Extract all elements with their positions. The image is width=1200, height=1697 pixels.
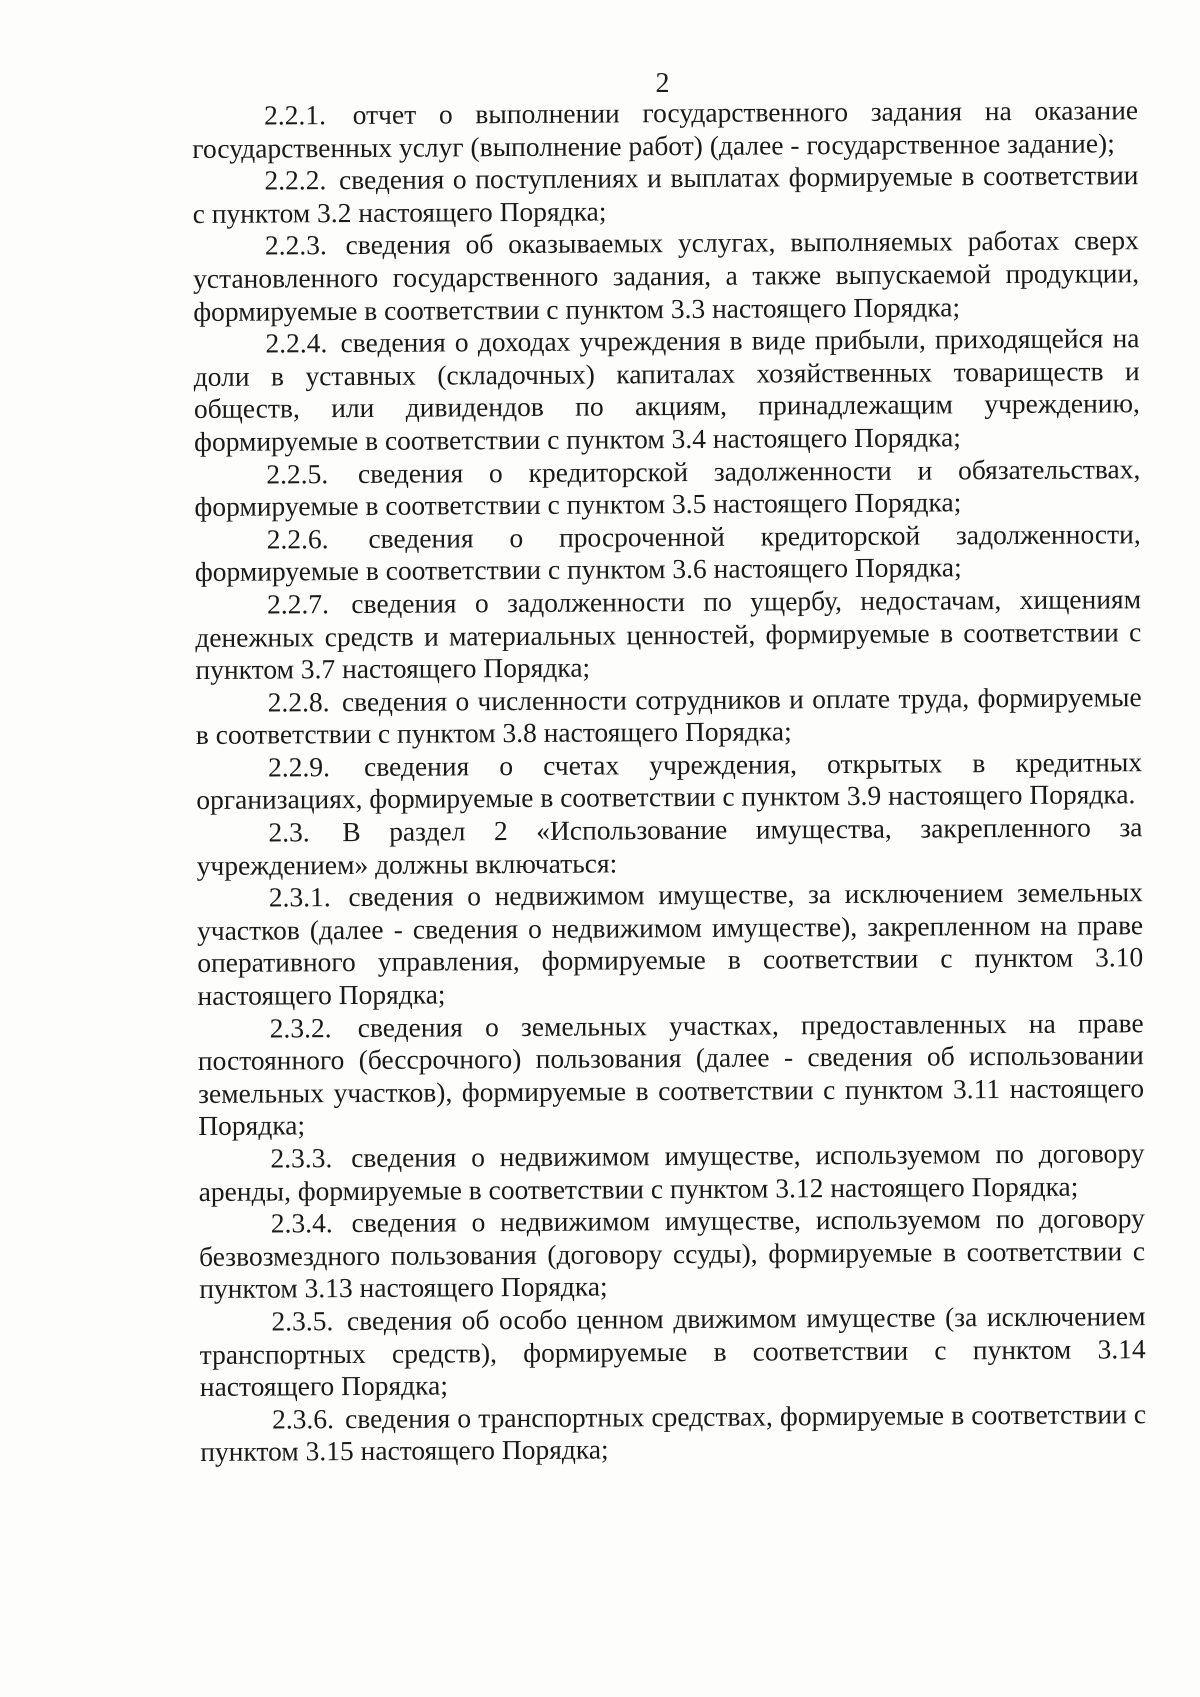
paragraph-2-3-6	[200, 1398, 1146, 1469]
paragraph-number: 2.3.5.	[271, 1305, 334, 1337]
paragraph-2-3-1	[197, 876, 1144, 1012]
paragraph-2-2-4	[193, 322, 1140, 458]
paragraph-number: 2.2.5.	[266, 457, 329, 490]
paragraph-text: сведения о недвижимом имуществе, используемом по договору безвозмездного пользования (договору ссуды), формируемые в соответствии с пунктом 3.13 настоящего Порядка;	[198, 1202, 1146, 1305]
paragraph-2-2-6	[195, 518, 1141, 589]
paragraph-text: сведения о численности сотрудников и оплате труда, формируемые в соответствии с пунктом 3.8 настоящего Порядка;	[195, 680, 1142, 751]
paragraph-text: сведения о просроченной кредиторской задолженности, формируемые в соответствии с пунктом 3.6 настоящего Порядка;	[194, 517, 1141, 588]
paragraph-2-2-1	[192, 94, 1138, 165]
paragraph-text: сведения о кредиторской задолженности и обязательствах, формируемые в соответствии с пунктом 3.5 настоящего Порядка;	[194, 452, 1141, 523]
paragraph-text: сведения о земельных участках, предоставленных на праве постоянного (бессрочного) пользования (далее - сведения об использовании земельных участков), формируемые в соответствии с пунктом 3.11 настоящего Порядка;	[197, 1006, 1145, 1142]
paragraph-2-2-5	[194, 453, 1140, 524]
paragraph-text: сведения о поступлениях и выплатах формируемые в соответствии с пунктом 3.2 настоящего Порядка;	[192, 159, 1139, 229]
paragraph-2-3-2	[198, 1007, 1145, 1143]
paragraph-text: сведения о доходах учреждения в виде прибыли, приходящейся на доли в уставных (складочных) капиталах хозяйственных товариществ и обществ, или дивидендов по акциям, принадлежащим учреждению, формируемые в соответствии с пунктом 3.4 настоящего Порядка;	[193, 322, 1140, 457]
paragraph-2-3-4	[199, 1202, 1146, 1306]
paragraph-number: 2.3.1.	[268, 881, 331, 913]
paragraph-2-3-3	[198, 1137, 1144, 1208]
paragraph-2-2-8	[196, 681, 1142, 752]
page-number: 2	[655, 68, 670, 99]
paragraph-text: В раздел 2 «Использование имущества, закрепленного за учреждением» должны включаться:	[196, 811, 1143, 881]
paragraph-2-2-2	[192, 159, 1138, 230]
paragraph-number: 2.2.7.	[266, 588, 330, 620]
document-body	[192, 94, 1146, 1469]
paragraph-number: 2.3.3.	[270, 1142, 333, 1174]
paragraph-2-3-5	[199, 1300, 1146, 1404]
paragraph-text: сведения о недвижимом имуществе, используемом по договору аренды, формируемые в соответствии с пунктом 3.12 настоящего Порядка;	[198, 1137, 1145, 1207]
paragraph-number: 2.3.	[268, 816, 310, 848]
paragraph-2-2-3	[193, 225, 1140, 329]
paragraph-text: сведения о счетах учреждения, открытых в кредитных организациях, формируемые в соответствии с пунктом 3.9 настоящего Порядка.	[196, 746, 1143, 816]
paragraph-number: 2.2.4.	[265, 327, 328, 359]
paragraph-number: 2.2.2.	[264, 164, 327, 196]
paragraph-2-2-9	[196, 746, 1142, 817]
paragraph-number: 2.2.1.	[263, 99, 327, 131]
paragraph-text: сведения о задолженности по ущербу, недостачам, хищениям денежных средств и материальных ценностей, формируемые в соответствии с пунктом 3.7 настоящего Порядка;	[195, 583, 1142, 686]
paragraph-number: 2.2.6.	[266, 522, 329, 555]
paragraph-number: 2.3.2.	[269, 1011, 332, 1044]
paragraph-text: сведения об особо ценном движимом имуществе (за исключением транспортных средств), формируемые в соответствии с пунктом 3.14 настоящего Порядка;	[199, 1300, 1146, 1403]
paragraph-number: 2.2.3.	[264, 229, 327, 261]
paragraph-number: 2.2.9.	[267, 751, 331, 783]
paragraph-text: сведения о недвижимом имуществе, за исключением земельных участков (далее - сведения о недвижимом имуществе), закрепленном на праве оперативного управления, формируемые в соответствии с пунктом 3.10 настоящего Порядка;	[196, 876, 1144, 1012]
paragraph-number: 2.3.6.	[271, 1402, 335, 1435]
paragraph-2-3	[196, 811, 1142, 882]
paragraph-2-2-7	[195, 583, 1142, 687]
paragraph-text: сведения о транспортных средствах, формируемые в соответствии с пунктом 3.15 настоящего Порядка;	[200, 1397, 1147, 1468]
paragraph-text: сведения об оказываемых услугах, выполняемых работах сверх установленного государственного задания, а также выпускаемой продукции, формируемые в соответствии с пунктом 3.3 настоящего Порядка;	[192, 224, 1140, 327]
paragraph-number: 2.2.8.	[267, 685, 330, 718]
paragraph-number: 2.3.4.	[270, 1207, 333, 1239]
paragraph-text: отчет о выполнении государственного задания на оказание государственных услуг (выполнение работ) (далее - государственное задание);	[192, 94, 1139, 164]
